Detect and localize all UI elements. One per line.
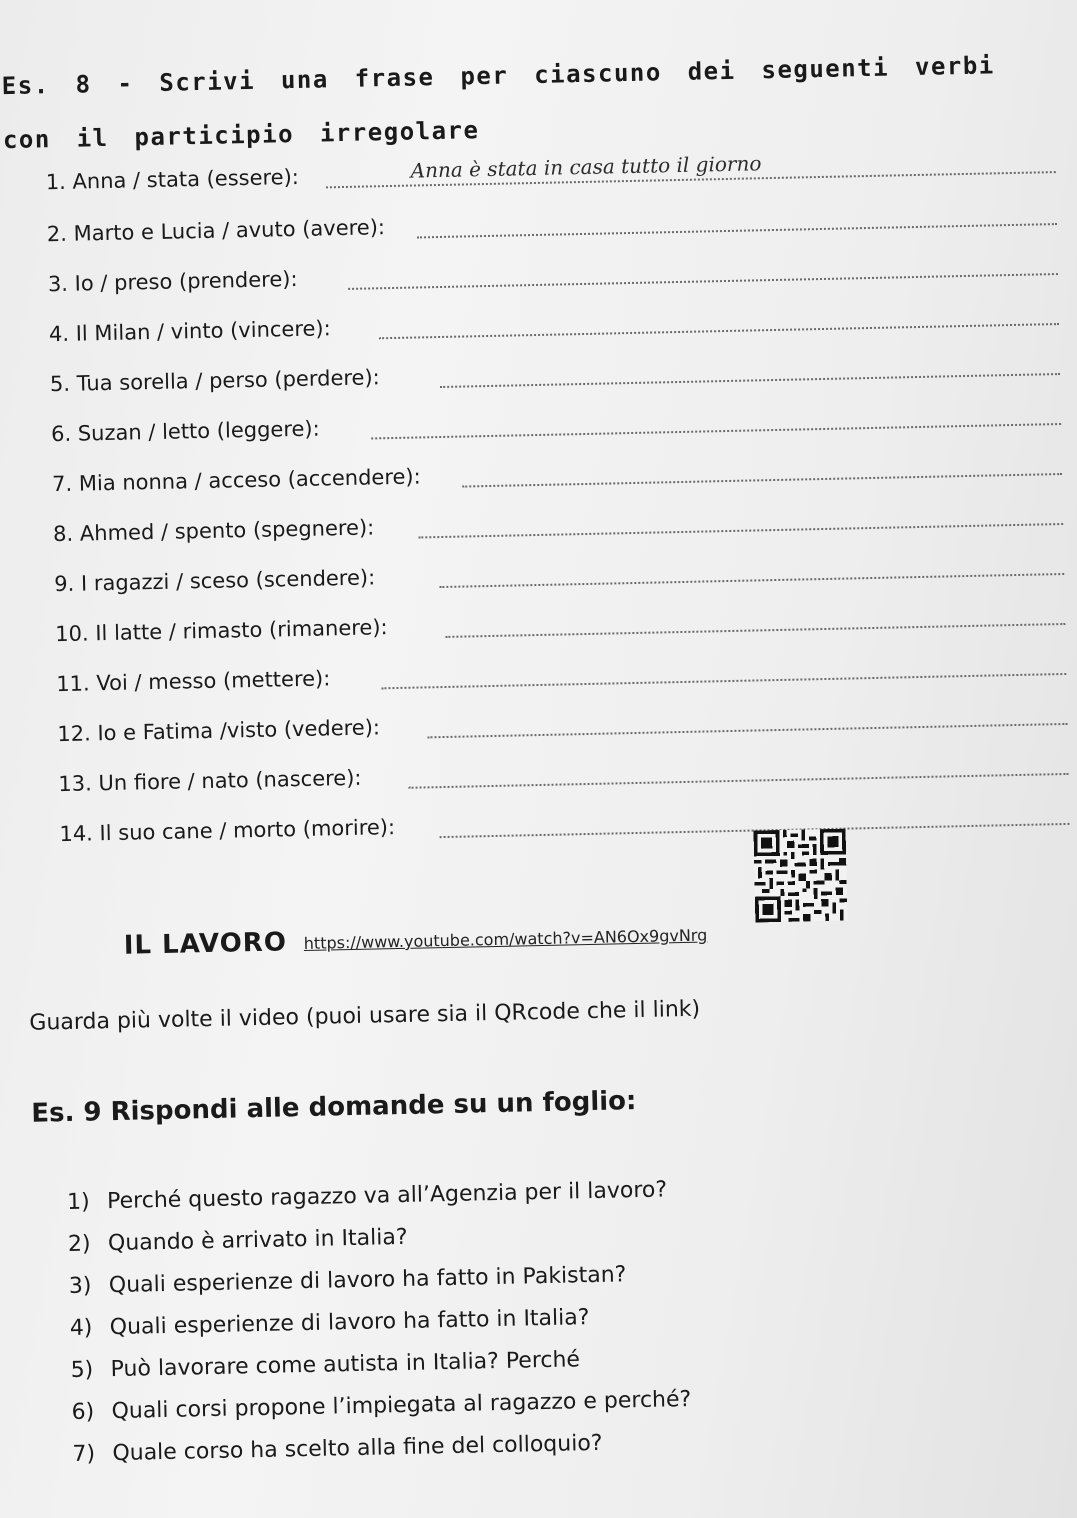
exercise-prompt: 3. Io / preso (prendere): <box>47 266 298 297</box>
exercise-row <box>54 541 1065 602</box>
exercise-prompt: 2. Marto e Lucia / avuto (avere): <box>46 215 386 247</box>
exercise-prompt: 1. Anna / stata (essere): <box>45 164 300 195</box>
question-item: 4) Quali esperienze di lavoro ha fatto in Italia? <box>69 1305 590 1341</box>
handwritten-answer: Anna è stata in casa tutto il giorno <box>410 151 762 183</box>
question-item: 3) Quali esperienze di lavoro ha fatto in Pakistan? <box>68 1262 627 1299</box>
exercise-prompt: 13. Un fiore / nato (nascere): <box>58 765 362 797</box>
exercise-row <box>47 241 1058 302</box>
question-item: 7) Quale corso ha scelto alla fine del colloquio? <box>72 1430 603 1467</box>
question-item: 1) Perché questo ragazzo va all’Agenzia per il lavoro? <box>66 1177 668 1215</box>
qr-code-icon[interactable] <box>752 829 850 923</box>
exercise-8-title: Es. 8 - Scrivi una frase per ciascuno dei seguenti verbi con il participio irregolare <box>1 51 996 155</box>
exercise-prompt: 6. Suzan / letto (leggere): <box>50 416 320 447</box>
answer-line[interactable] <box>371 423 1061 439</box>
exercise-row <box>52 441 1063 502</box>
exercise-prompt: 12. Io e Fatima /visto (vedere): <box>57 715 381 747</box>
answer-line[interactable] <box>418 523 1063 539</box>
exercise-prompt: 5. Tua sorella / perso (perdere): <box>49 365 380 397</box>
exercise-9-title: Es. 9 Rispondi alle domande su un foglio: <box>30 1086 637 1129</box>
answer-line[interactable] <box>462 473 1062 488</box>
exercise-prompt: 4. Il Milan / vinto (vincere): <box>48 316 331 347</box>
section-title-lavoro: IL LAVORO <box>123 927 288 961</box>
question-item: 6) Quali corsi propone l’impiegata al ragazzo e perché? <box>71 1386 692 1425</box>
exercise-row <box>46 191 1057 252</box>
exercise-row <box>58 741 1069 802</box>
exercise-row <box>56 641 1067 702</box>
question-item: 5) Può lavorare come autista in Italia? Perché <box>70 1347 581 1383</box>
exercise-prompt: 14. Il suo cane / morto (morire): <box>59 815 396 847</box>
answer-line[interactable] <box>381 673 1066 689</box>
exercise-prompt: 8. Ahmed / spento (spegnere): <box>52 515 375 547</box>
exercise-row <box>55 591 1066 652</box>
exercise-row <box>50 341 1061 402</box>
exercise-row <box>57 691 1068 752</box>
exercise-prompt: 10. Il latte / rimasto (rimanere): <box>55 615 388 647</box>
video-link[interactable]: https://www.youtube.com/watch?v=AN6Ox9gvNrg <box>303 925 708 953</box>
answer-line[interactable] <box>427 723 1067 738</box>
question-item: 2) Quando è arrivato in Italia? <box>67 1224 408 1257</box>
answer-line[interactable] <box>445 623 1065 638</box>
exercise-prompt: 11. Voi / messo (mettere): <box>56 666 331 697</box>
answer-line[interactable] <box>379 323 1059 339</box>
video-instruction: Guarda più volte il video (puoi usare sia il QRcode che il link) <box>29 996 701 1036</box>
answer-line[interactable] <box>440 373 1060 388</box>
answer-line[interactable] <box>439 573 1064 588</box>
exercise-row <box>59 791 1070 852</box>
answer-line[interactable] <box>348 273 1058 290</box>
exercise-row <box>53 491 1064 552</box>
exercise-prompt: 7. Mia nonna / acceso (accendere): <box>51 464 421 497</box>
answer-line[interactable] <box>417 223 1057 238</box>
exercise-row <box>51 391 1062 452</box>
exercise-prompt: 9. I ragazzi / sceso (scendere): <box>53 565 376 597</box>
exercise-row <box>49 291 1060 352</box>
answer-line[interactable] <box>409 773 1069 789</box>
